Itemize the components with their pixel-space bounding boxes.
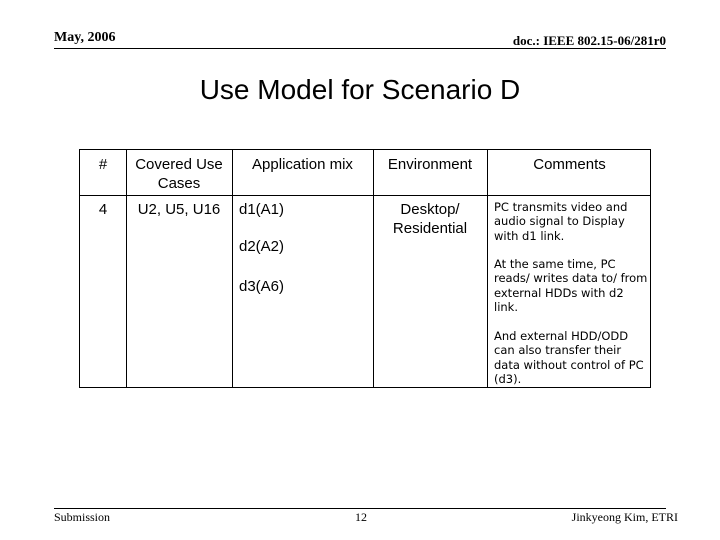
header-rule xyxy=(54,48,666,49)
header-covered-use-cases: Covered Use Cases xyxy=(135,156,223,192)
header-num: # xyxy=(98,156,108,173)
app-mix-d3: d3(A6) xyxy=(239,278,285,295)
row-num: 4 xyxy=(98,201,108,218)
column-divider xyxy=(232,150,233,387)
comment-1: PC transmits video and audio signal to Display with d1 link. xyxy=(494,200,628,243)
column-divider xyxy=(126,150,127,387)
footer-page-number: 12 xyxy=(355,510,367,524)
column-divider xyxy=(487,150,488,387)
footer-author: Jinkyeong Kim, ETRI xyxy=(571,510,678,524)
comment-2: At the same time, PC reads/ writes data to/ from external HDDs with d2 link. xyxy=(494,257,648,315)
column-divider xyxy=(373,150,374,387)
header-doc-id: doc.: IEEE 802.15-06/281r0 xyxy=(512,33,666,48)
row-environment: Desktop/ Residential xyxy=(392,201,468,237)
header-environment: Environment xyxy=(387,156,473,173)
header-application-mix: Application mix xyxy=(252,156,353,173)
header-row-divider xyxy=(80,195,650,196)
use-model-table xyxy=(79,149,651,388)
header-date: May, 2006 xyxy=(54,30,116,45)
footer-submission: Submission xyxy=(54,510,111,524)
comment-3: And external HDD/ODD can also transfer their data without control of PC (d3). xyxy=(494,329,644,387)
header-comments: Comments xyxy=(533,156,606,173)
app-mix-d2: d2(A2) xyxy=(239,238,285,255)
row-covered-use-cases: U2, U5, U16 xyxy=(137,201,221,218)
slide-title: Use Model for Scenario D xyxy=(199,74,521,105)
app-mix-d1: d1(A1) xyxy=(239,201,285,218)
footer-rule xyxy=(54,508,666,509)
